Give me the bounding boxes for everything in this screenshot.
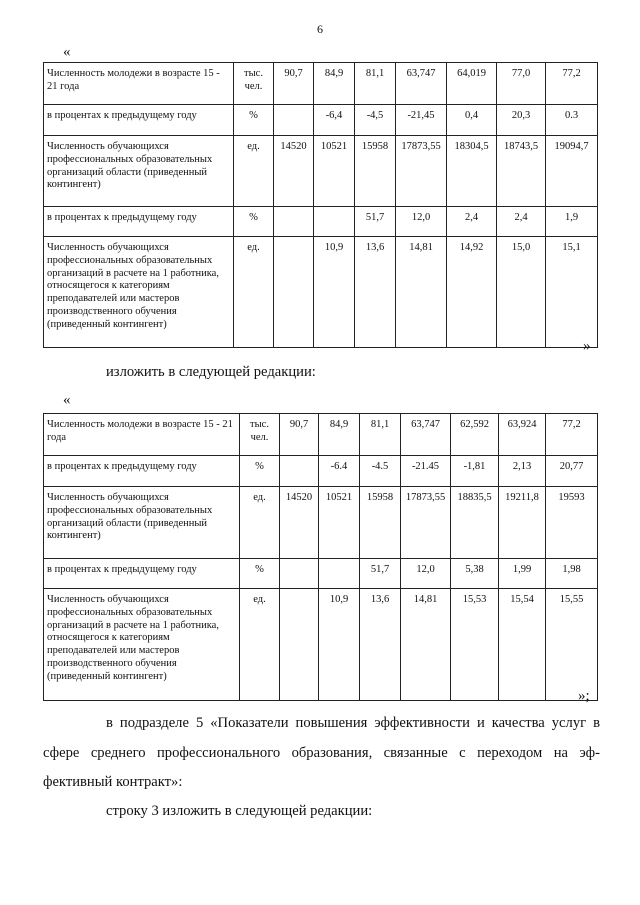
value-cell: 77,2 bbox=[546, 414, 598, 456]
value-cell: 18304,5 bbox=[447, 136, 497, 207]
value-cell: 5,38 bbox=[451, 559, 499, 589]
value-cell: 19593 bbox=[546, 487, 598, 559]
row-label: в процентах к предыдущему году bbox=[44, 456, 240, 487]
value-cell: 15,55 bbox=[546, 589, 598, 701]
value-cell: -6,4 bbox=[314, 105, 355, 136]
value-cell bbox=[274, 207, 314, 237]
row-unit: ед. bbox=[234, 237, 274, 348]
value-cell: 13,6 bbox=[355, 237, 396, 348]
paragraph-line-1: в подразделе 5 «Показатели повышения эффективности и качества услуг в bbox=[106, 715, 600, 731]
row-unit: ед. bbox=[240, 487, 280, 559]
value-cell: 14520 bbox=[280, 487, 319, 559]
table-row bbox=[44, 559, 598, 589]
table-new-body bbox=[44, 414, 598, 701]
table-row bbox=[44, 414, 598, 456]
value-cell: 10521 bbox=[314, 136, 355, 207]
value-cell: 15,0 bbox=[497, 237, 546, 348]
value-cell: 51,7 bbox=[360, 559, 401, 589]
value-cell: 14,81 bbox=[396, 237, 447, 348]
close-quote-1: » bbox=[583, 338, 591, 354]
table-old bbox=[43, 62, 598, 348]
table-row bbox=[44, 105, 598, 136]
open-quote-2: « bbox=[63, 392, 71, 408]
value-cell: 14,81 bbox=[401, 589, 451, 701]
value-cell: 51,7 bbox=[355, 207, 396, 237]
value-cell: 84,9 bbox=[314, 63, 355, 105]
row-label: в процентах к предыдущему году bbox=[44, 559, 240, 589]
value-cell: 81,1 bbox=[360, 414, 401, 456]
instruction-2: строку 3 изложить в следующей редакции: bbox=[106, 803, 373, 819]
table-row bbox=[44, 237, 598, 348]
value-cell: 10,9 bbox=[314, 237, 355, 348]
value-cell: 20,3 bbox=[497, 105, 546, 136]
value-cell: 18835,5 bbox=[451, 487, 499, 559]
table-row bbox=[44, 63, 598, 105]
value-cell bbox=[274, 105, 314, 136]
value-cell: 63,747 bbox=[401, 414, 451, 456]
row-unit: % bbox=[234, 207, 274, 237]
close-quote-2: »; bbox=[578, 688, 590, 704]
value-cell: -21,45 bbox=[396, 105, 447, 136]
value-cell: 14,92 bbox=[447, 237, 497, 348]
value-cell: 84,9 bbox=[319, 414, 360, 456]
value-cell: 18743,5 bbox=[497, 136, 546, 207]
value-cell: 63,747 bbox=[396, 63, 447, 105]
value-cell: 15958 bbox=[355, 136, 396, 207]
row-label: в процентах к предыдущему году bbox=[44, 207, 234, 237]
value-cell: -6.4 bbox=[319, 456, 360, 487]
value-cell: 90,7 bbox=[280, 414, 319, 456]
row-unit: тыс. чел. bbox=[234, 63, 274, 105]
value-cell: 20,77 bbox=[546, 456, 598, 487]
value-cell: 12,0 bbox=[396, 207, 447, 237]
row-label: Численность обучающихся профессиональных образовательных организаций в расчете на 1 работника, относящегося к категориям преподавателей или мастеров производственного обучения (приведенный контингент) bbox=[44, 589, 240, 701]
page-number: 6 bbox=[317, 22, 323, 36]
table-row bbox=[44, 487, 598, 559]
value-cell bbox=[314, 207, 355, 237]
value-cell: -4,5 bbox=[355, 105, 396, 136]
value-cell: 64,019 bbox=[447, 63, 497, 105]
value-cell: 19094,7 bbox=[546, 136, 598, 207]
table-row bbox=[44, 207, 598, 237]
row-label: Численность обучающихся профессиональных образовательных организаций в расчете на 1 работника, относящегося к категориям преподавателей или мастеров производственного обучения (приведенный контингент) bbox=[44, 237, 234, 348]
row-unit: ед. bbox=[240, 589, 280, 701]
table-old-body bbox=[44, 63, 598, 348]
value-cell: 15,53 bbox=[451, 589, 499, 701]
paragraph-line-3: фективный контракт»: bbox=[43, 774, 183, 790]
table-row bbox=[44, 589, 598, 701]
value-cell: 10521 bbox=[319, 487, 360, 559]
value-cell: 0,4 bbox=[447, 105, 497, 136]
value-cell: -1,81 bbox=[451, 456, 499, 487]
value-cell: 1,9 bbox=[546, 207, 598, 237]
table-new bbox=[43, 413, 598, 701]
row-unit: ед. bbox=[234, 136, 274, 207]
value-cell: 14520 bbox=[274, 136, 314, 207]
value-cell: 81,1 bbox=[355, 63, 396, 105]
row-label: Численность молодежи в возрасте 15 - 21 года bbox=[44, 414, 240, 456]
value-cell: 1,98 bbox=[546, 559, 598, 589]
value-cell: 19211,8 bbox=[499, 487, 546, 559]
value-cell: -4.5 bbox=[360, 456, 401, 487]
instruction-1: изложить в следующей редакции: bbox=[106, 364, 316, 380]
table-row bbox=[44, 456, 598, 487]
value-cell: 17873,55 bbox=[401, 487, 451, 559]
paragraph-line-2: сфере среднего профессионального образования, связанные с переходом на эф- bbox=[43, 745, 600, 761]
value-cell bbox=[274, 237, 314, 348]
value-cell: 2,4 bbox=[447, 207, 497, 237]
open-quote-1: « bbox=[63, 44, 71, 60]
value-cell: 62,592 bbox=[451, 414, 499, 456]
value-cell bbox=[280, 589, 319, 701]
row-label: Численность молодежи в возрасте 15 - 21 года bbox=[44, 63, 234, 105]
value-cell bbox=[280, 559, 319, 589]
row-unit: тыс. чел. bbox=[240, 414, 280, 456]
value-cell: 13,6 bbox=[360, 589, 401, 701]
value-cell: 10,9 bbox=[319, 589, 360, 701]
row-unit: % bbox=[234, 105, 274, 136]
value-cell: 2,13 bbox=[499, 456, 546, 487]
value-cell bbox=[280, 456, 319, 487]
value-cell: 17873,55 bbox=[396, 136, 447, 207]
value-cell: 15,54 bbox=[499, 589, 546, 701]
row-label: в процентах к предыдущему году bbox=[44, 105, 234, 136]
value-cell: 2,4 bbox=[497, 207, 546, 237]
value-cell: 90,7 bbox=[274, 63, 314, 105]
row-unit: % bbox=[240, 559, 280, 589]
value-cell: 1,99 bbox=[499, 559, 546, 589]
value-cell: -21.45 bbox=[401, 456, 451, 487]
value-cell: 77,2 bbox=[546, 63, 598, 105]
value-cell: 77,0 bbox=[497, 63, 546, 105]
table-row bbox=[44, 136, 598, 207]
row-label: Численность обучающихся профессиональных образовательных организаций области (приведенный контингент) bbox=[44, 136, 234, 207]
row-label: Численность обучающихся профессиональных образовательных организаций области (приведенный контингент) bbox=[44, 487, 240, 559]
value-cell: 63,924 bbox=[499, 414, 546, 456]
value-cell: 12,0 bbox=[401, 559, 451, 589]
row-unit: % bbox=[240, 456, 280, 487]
value-cell bbox=[319, 559, 360, 589]
value-cell: 15958 bbox=[360, 487, 401, 559]
value-cell: 0.3 bbox=[546, 105, 598, 136]
value-cell: 15,1 bbox=[546, 237, 598, 348]
